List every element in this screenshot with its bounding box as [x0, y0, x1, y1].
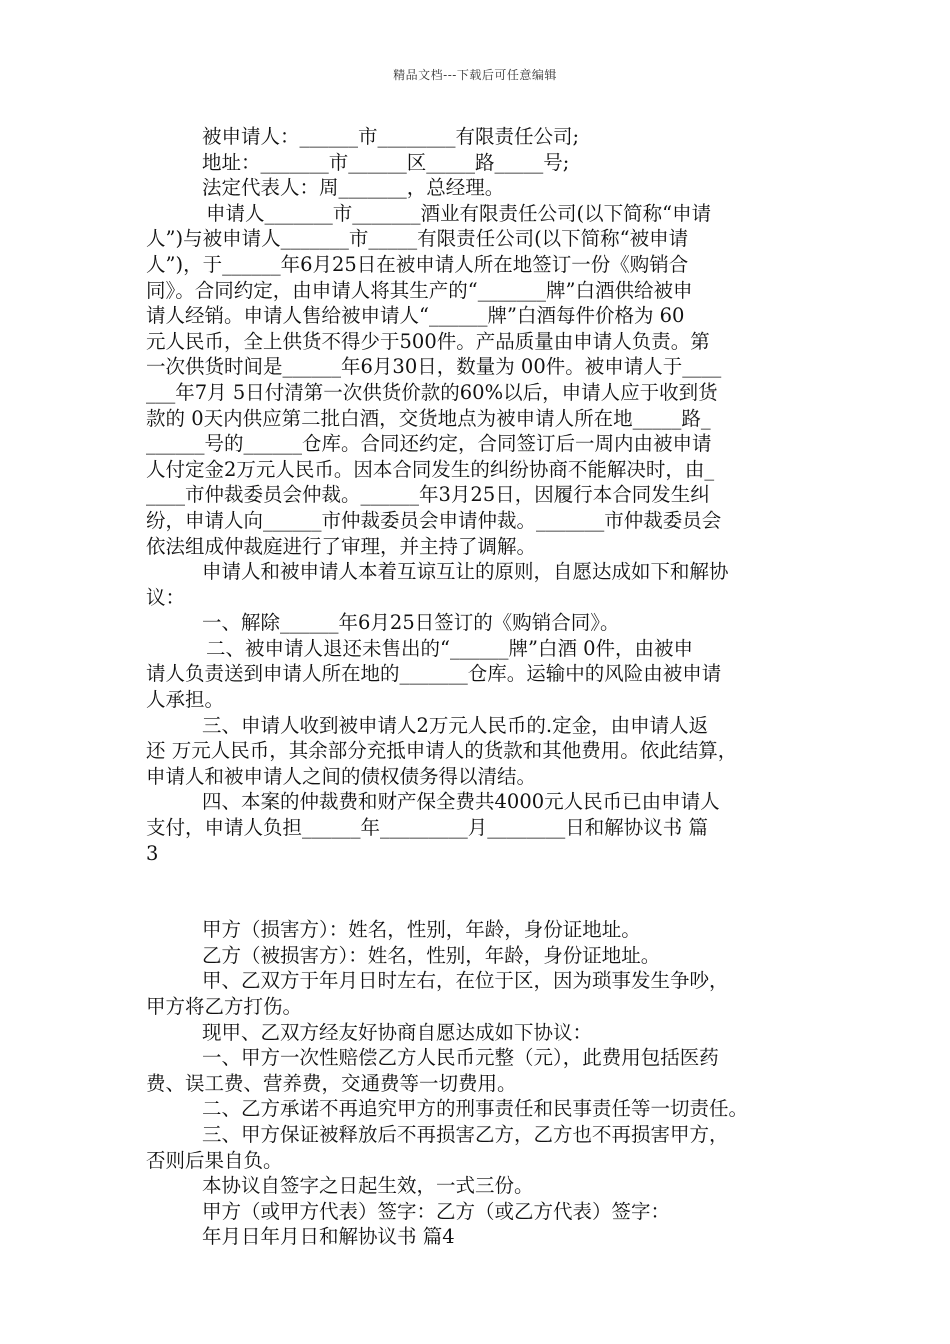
paragraph-line: 费、误工费、营养费，交通费等一切费用。	[146, 1071, 517, 1095]
paragraph-line: 人承担。	[146, 688, 225, 712]
paragraph-line: 同》。合同约定，由申请人将其生产的“_______牌”白酒供给被申	[146, 278, 693, 302]
paragraph-line: 人”)，于______年6月25日在被申请人所在地签订一份《购销合	[146, 252, 689, 276]
paragraph-line: 二、被申请人退还未售出的“______牌”白酒 0件，由被申	[206, 636, 694, 660]
paragraph-line: 纷，申请人向______市仲裁委员会申请仲裁。_______市仲裁委员会	[146, 508, 722, 532]
paragraph-line: ______号的______仓库。合同还约定，合同签订后一周内由被申请	[146, 432, 712, 456]
paragraph-line: 三、甲方保证被释放后不再损害乙方，乙方也不再损害甲方，	[202, 1122, 729, 1146]
paragraph-line: 款的 0天内供应第二批白酒，交货地点为被申请人所在地_____路_	[146, 406, 711, 430]
paragraph-line: 3	[146, 841, 159, 865]
paragraph-line: 一次供货时间是______年6月30日，数量为 00件。被申请人于____	[146, 355, 722, 379]
paragraph-line: 请人负责送到申请人所在地的_______仓库。运输中的风险由被申请	[146, 662, 722, 686]
paragraph-line: 依法组成仲裁庭进行了审理，并主持了调解。	[146, 534, 537, 558]
paragraph-line: 甲方（损害方）：姓名，性别，年龄，身份证地址。	[202, 918, 641, 942]
paragraph-line: 申请人和被申请人之间的债权债务得以清结。	[146, 764, 537, 788]
paragraph-line: 人付定金2万元人民币。因本合同发生的纠纷协商不能解决时，由_	[146, 457, 715, 481]
paragraph-line: 地址：_______市______区_____路_____号;	[202, 150, 570, 174]
paragraph-line: 四、本案的仲裁费和财产保全费共4000元人民币已由申请人	[202, 790, 720, 814]
paragraph-line: 元人民币，全上供货不得少于500件。产品质量由申请人负责。第	[146, 329, 710, 353]
paragraph-line: 甲、乙双方于年月日时左右，在位于区，因为琐事发生争吵，	[202, 969, 729, 993]
injury-settlement-section	[146, 917, 808, 1250]
paragraph-line: 年月日年月日和解协议书 篇4	[202, 1225, 455, 1249]
paragraph-line: 甲方将乙方打伤。	[146, 995, 303, 1018]
paragraph-line: 法定代表人：周_______，总经理。	[202, 176, 505, 200]
paragraph-line: 申请人_______市_______酒业有限责任公司(以下简称“申请	[206, 201, 712, 225]
paragraph-line: 本协议自签字之日起生效，一式三份。	[202, 1174, 534, 1198]
paragraph-line: 二、乙方承诺不再追究甲方的刑事责任和民事责任等一切责任。	[202, 1097, 749, 1121]
paragraph-line: 申请人和被申请人本着互谅互让的原则，自愿达成如下和解协	[202, 560, 729, 584]
paragraph-line: 三、申请人收到被申请人2万元人民币的.定金，由申请人返	[202, 713, 709, 737]
paragraph-line: 人”)与被申请人_______市_____有限责任公司(以下简称“被申请	[146, 227, 689, 251]
document-body	[146, 124, 808, 1250]
paragraph-line: 议：	[146, 585, 186, 609]
section-gap	[146, 866, 808, 917]
paragraph-line: 还 万元人民币，其余部分充抵申请人的货款和其他费用。依此结算，	[146, 739, 738, 763]
page-header: 精品文档---下载后可任意编辑	[393, 68, 557, 82]
paragraph-line: 请人经销。申请人售给被申请人“______牌”白酒每件价格为 60	[146, 304, 685, 328]
paragraph-line: ____市仲裁委员会仲裁。______年3月25日，因履行本合同发生纠	[146, 483, 710, 507]
paragraph-line: 一、解除______年6月25日签订的《购销合同》。	[202, 611, 620, 635]
paragraph-line: 支付，申请人负担______年_________月________日和解协议书 篇	[146, 816, 708, 840]
paragraph-line: 现甲、乙双方经友好协商自愿达成如下协议：	[202, 1020, 593, 1044]
paragraph-line: 被申请人：______市________有限责任公司;	[202, 125, 580, 148]
paragraph-line: 甲方（或甲方代表）签字：乙方（或乙方代表）签字：	[202, 1199, 671, 1223]
paragraph-line: 一、甲方一次性赔偿乙方人民币元整（元），此费用包括医药	[202, 1046, 719, 1070]
paragraph-line: 否则后果自负。	[146, 1148, 283, 1172]
paragraph-line: ___年7月 5日付清第一次供货价款的60%以后，申请人应于收到货	[146, 380, 718, 404]
mediation-agreement-section	[146, 124, 808, 866]
paragraph-line: 乙方（被损害方）：姓名，性别，年龄，身份证地址。	[202, 943, 661, 967]
